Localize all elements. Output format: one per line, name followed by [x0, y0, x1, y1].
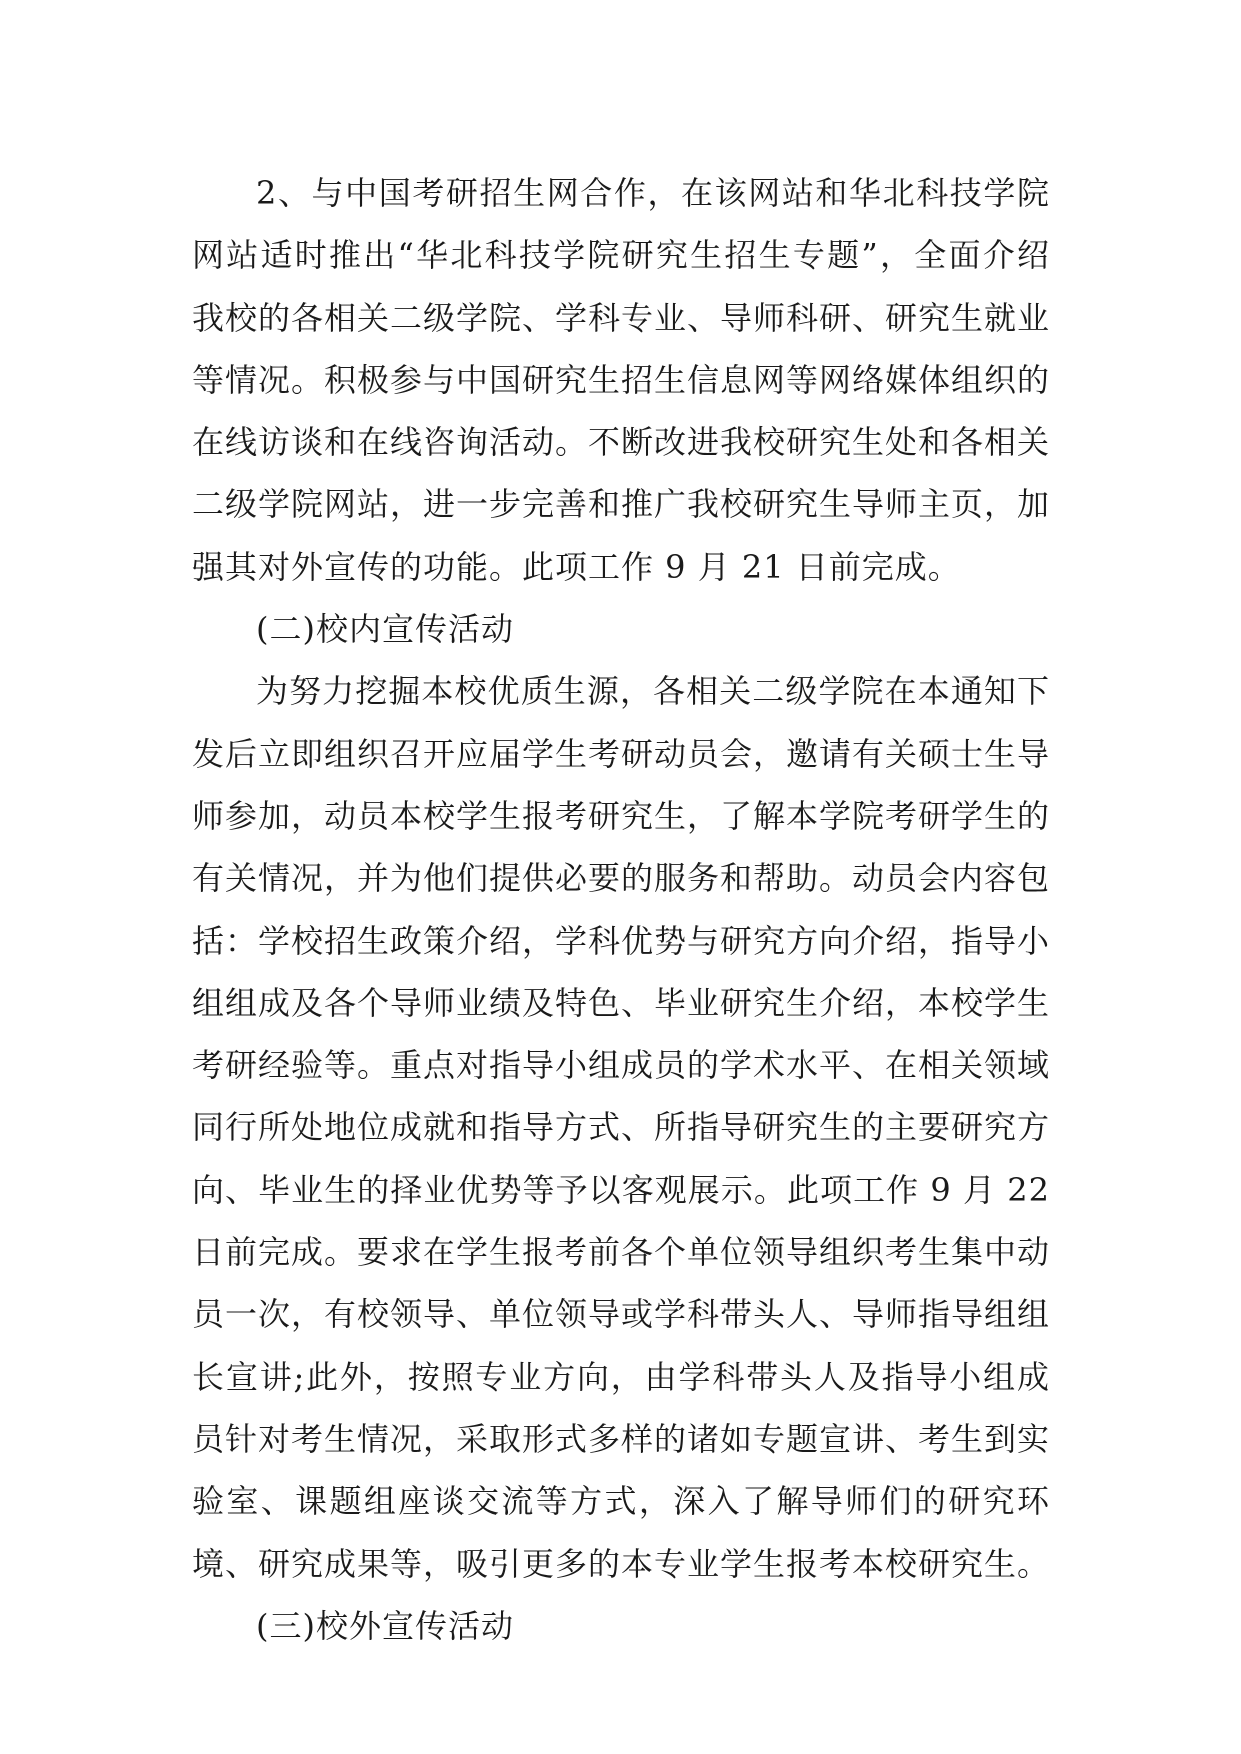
section-heading-offcampus-promotion: (三)校外宣传活动	[256, 1606, 514, 1645]
paragraph-online-promotion: 2、与中国考研招生网合作，在该网站和华北科技学院网站适时推出“华北科技学院研究生招生专题”，全面介绍我校的各相关二级学院、学科专业、导师科研、研究生就业等情况。积极参与中国研究生招生信息网等网络媒体组织的在线访谈和在线咨询活动。不断改进我校研究生处和各相关二级学院网站，进一步完善和推广我校研究生导师主页，加强其对外宣传的功能。此项工作 9 月 21 日前完成。	[192, 174, 1051, 586]
document-body	[192, 162, 1050, 1657]
section-heading-campus-promotion: (二)校内宣传活动	[256, 610, 514, 649]
paragraph-campus-promotion: 为努力挖掘本校优质生源，各相关二级学院在本通知下发后立即组织召开应届学生考研动员会，邀请有关硕士生导师参加，动员本校学生报考研究生，了解本学院考研学生的有关情况，并为他们提供必要的服务和帮助。动员会内容包括：学校招生政策介绍，学科优势与研究方向介绍，指导小组组成及各个导师业绩及特色、毕业研究生介绍，本校学生考研经验等。重点对指导小组成员的学术水平、在相关领域同行所处地位成就和指导方式、所指导研究生的主要研究方向、毕业生的择业优势等予以客观展示。此项工作 9 月 22 日前完成。要求在学生报考前各个单位领导组织考生集中动员一次，有校领导、单位领导或学科带头人、导师指导组组长宣讲;此外，按照专业方向，由学科带头人及指导小组成员针对考生情况，采取形式多样的诸如专题宣讲、考生到实验室、课题组座谈交流等方式，深入了解导师们的研究环境、研究成果等，吸引更多的本专业学生报考本校研究生。	[192, 672, 1051, 1583]
